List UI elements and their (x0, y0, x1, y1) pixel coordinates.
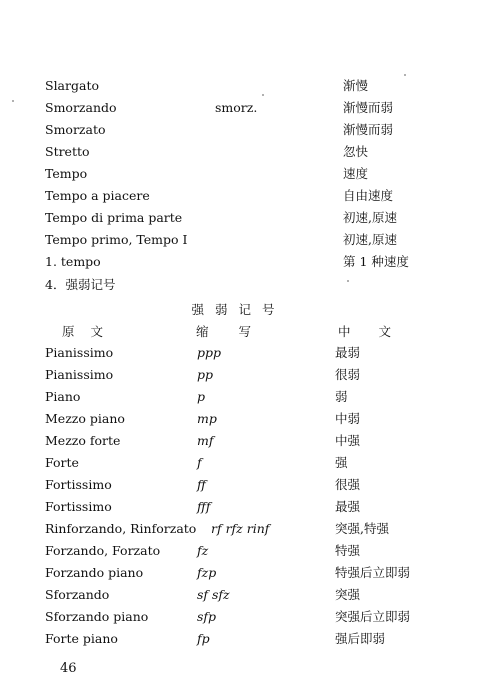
term: Mezzo piano (45, 411, 125, 426)
meaning: 特强 (335, 543, 361, 558)
meaning: 强 (335, 455, 348, 470)
table-title: 强弱记号 (191, 302, 286, 317)
term: Pianissimo (45, 345, 114, 360)
term: Smorzato (45, 122, 106, 137)
meaning: 中弱 (335, 411, 361, 426)
meaning: 最弱 (335, 345, 361, 360)
abbreviation: p (197, 389, 206, 404)
abbreviation: pp (197, 367, 214, 382)
abbreviation: sfp (197, 609, 217, 624)
section-heading: 4．强弱记号 (45, 277, 116, 292)
meaning: 渐慢而弱 (343, 100, 394, 115)
meaning: 最强 (335, 499, 361, 514)
abbreviation: sf sfz (197, 587, 230, 602)
column-header-abbreviation: 缩写 (196, 324, 282, 339)
column-header-original: 原文 (62, 324, 120, 339)
abbreviation: rf rfz rinf (211, 521, 270, 536)
term: Fortissimo (45, 499, 112, 514)
term: Piano (45, 389, 81, 404)
meaning: 初速,原速 (343, 232, 397, 247)
meaning: 速度 (343, 166, 369, 181)
term: Smorzando (45, 100, 117, 115)
meaning: 突强,特强 (335, 521, 389, 536)
abbreviation: ff (197, 477, 206, 492)
page-number: 46 (60, 661, 77, 676)
meaning: 渐慢而弱 (343, 122, 394, 137)
term: Sforzando (45, 587, 110, 602)
scan-speck (262, 94, 264, 96)
term: Forzando piano (45, 565, 144, 580)
meaning: 渐慢 (343, 78, 369, 93)
meaning: 突强后立即弱 (335, 609, 411, 624)
abbreviation: fff (197, 499, 211, 514)
term: 1. tempo (45, 254, 101, 269)
abbreviation: f (197, 455, 202, 470)
term: Fortissimo (45, 477, 112, 492)
term: Pianissimo (45, 367, 114, 382)
meaning: 自由速度 (343, 188, 394, 203)
abbreviation: fp (197, 631, 210, 646)
meaning: 特强后立即弱 (335, 565, 411, 580)
meaning: 弱 (335, 389, 348, 404)
term: Sforzando piano (45, 609, 149, 624)
abbreviation: smorz. (215, 100, 258, 115)
meaning: 很强 (335, 477, 361, 492)
scan-speck (12, 100, 14, 102)
abbreviation: mf (197, 433, 214, 448)
term: Rinforzando, Rinforzato (45, 521, 197, 536)
meaning: 中强 (335, 433, 361, 448)
term: Tempo di prima parte (45, 210, 183, 225)
column-header-chinese: 中文 (338, 324, 420, 339)
meaning: 初速,原速 (343, 210, 397, 225)
scan-speck (404, 74, 406, 76)
meaning: 第 1 种速度 (343, 254, 409, 269)
abbreviation: ppp (197, 345, 222, 360)
term: Slargato (45, 78, 99, 93)
term: Tempo a piacere (45, 188, 150, 203)
abbreviation: fzp (197, 565, 217, 580)
meaning: 很弱 (335, 367, 361, 382)
abbreviation: mp (197, 411, 217, 426)
term: Forzando, Forzato (45, 543, 161, 558)
scan-speck (347, 280, 349, 282)
term: Tempo (45, 166, 88, 181)
term: Mezzo forte (45, 433, 121, 448)
meaning: 忽快 (343, 144, 369, 159)
abbreviation: fz (197, 543, 209, 558)
term: Stretto (45, 144, 90, 159)
term: Tempo primo, Tempo I (45, 232, 188, 247)
meaning: 强后即弱 (335, 631, 386, 646)
term: Forte (45, 455, 79, 470)
term: Forte piano (45, 631, 118, 646)
meaning: 突强 (335, 587, 361, 602)
